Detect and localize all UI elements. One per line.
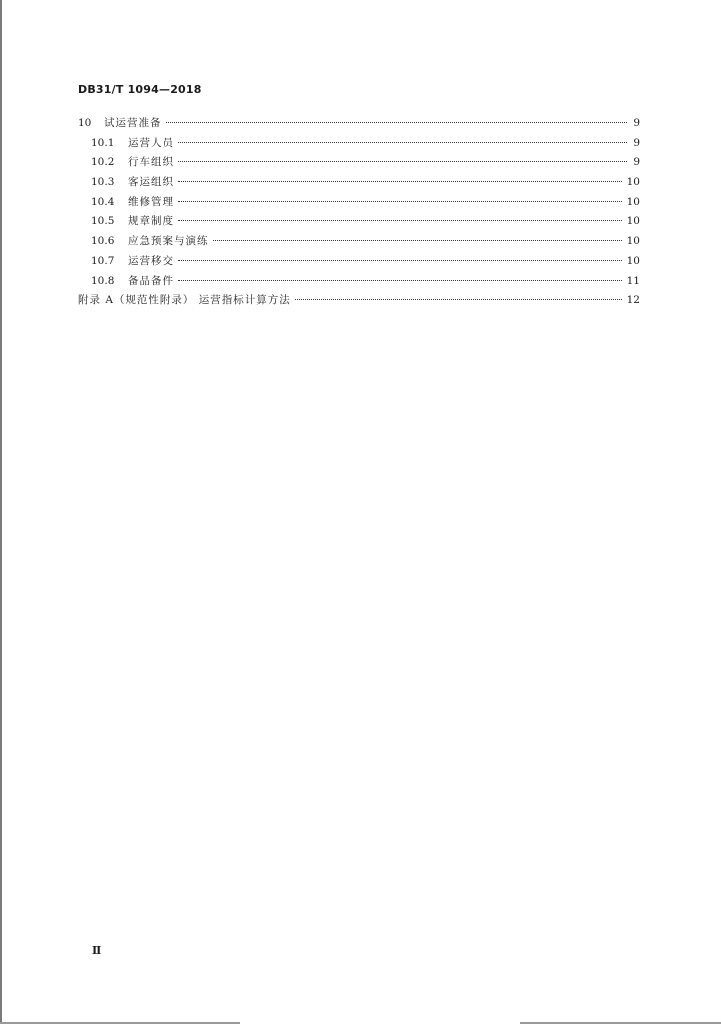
toc-entry-number: 10.8 [91,274,115,287]
toc-entry-title: 运营人员 [128,136,174,149]
toc-dot-leader [178,201,622,202]
table-of-contents [78,114,640,311]
toc-dot-leader [178,142,627,143]
toc-entry-title: 试运营准备 [104,117,162,129]
toc-entry-page: 9 [633,136,640,149]
toc-entry-10-2[interactable] [78,153,640,173]
toc-entry-page: 11 [626,274,640,287]
toc-entry-10-3[interactable] [78,173,640,193]
document-header: DB31/T 1094—2018 [78,83,202,96]
toc-entry-number: 10.6 [91,235,115,248]
toc-dot-leader [178,260,622,261]
toc-entry-page: 9 [633,117,640,129]
toc-dot-leader [178,181,622,182]
toc-entry-title: 维修管理 [128,195,174,208]
toc-entry-number: 10.4 [91,195,115,208]
toc-entry-page: 9 [633,156,640,169]
toc-entry-title: 行车组织 [128,156,174,169]
toc-entry-10-7[interactable] [78,252,640,272]
page-number: Ⅱ [92,944,102,957]
toc-entry-page: 10 [626,176,640,189]
toc-entry-10-8[interactable] [78,272,640,292]
toc-entry-title: 运营移交 [128,254,174,267]
toc-dot-leader [178,220,622,221]
toc-entry-number: 10.5 [91,215,115,228]
toc-entry-10[interactable] [78,114,640,134]
toc-entry-appendix-a[interactable] [78,291,640,311]
toc-entry-title: 备品备件 [128,274,174,287]
toc-entry-10-6[interactable] [78,232,640,252]
toc-entry-number: 10.2 [91,156,115,169]
toc-entry-page: 10 [626,235,640,248]
toc-dot-leader [295,299,622,300]
toc-entry-10-4[interactable] [78,193,640,213]
toc-dot-leader [178,280,622,281]
toc-dot-leader [166,122,628,123]
toc-entry-number: 10 [78,117,92,129]
scan-edge-left [0,0,2,1024]
toc-entry-title: 规章制度 [128,215,174,228]
toc-entry-title: 客运组织 [128,176,174,189]
toc-entry-title: 应急预案与演练 [128,235,209,248]
toc-entry-page: 10 [626,195,640,208]
toc-dot-leader [213,240,622,241]
toc-entry-number: 10.1 [91,136,115,149]
toc-entry-title: 附录 A（规范性附录） 运营指标计算方法 [78,294,291,307]
toc-entry-page: 10 [626,254,640,267]
toc-entry-page: 12 [626,294,640,307]
toc-entry-number: 10.3 [91,176,115,189]
toc-entry-page: 10 [626,215,640,228]
toc-entry-number: 10.7 [91,254,115,267]
toc-dot-leader [178,161,627,162]
toc-entry-10-1[interactable] [78,134,640,154]
toc-entry-10-5[interactable] [78,212,640,232]
